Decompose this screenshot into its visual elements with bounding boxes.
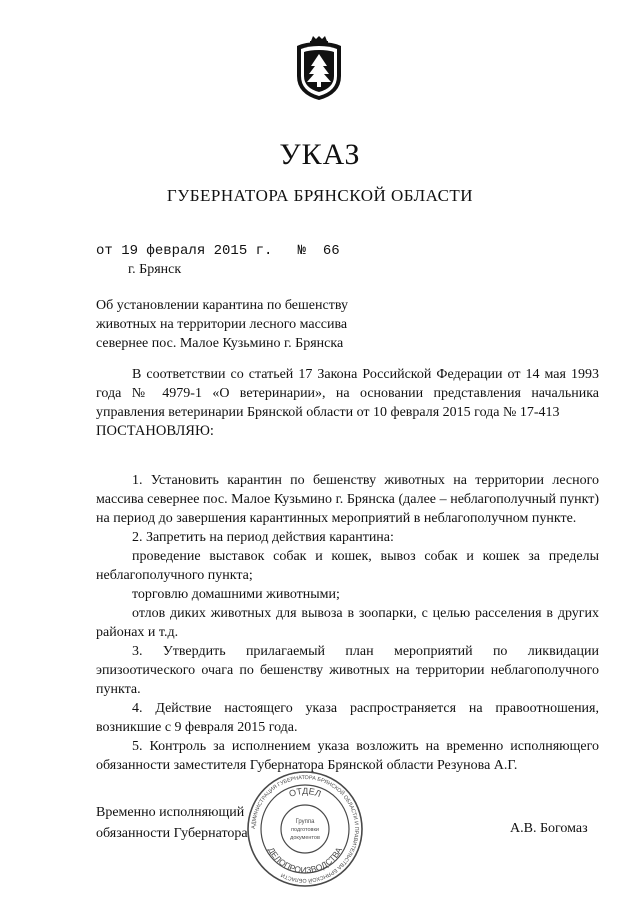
- stamp-center-line: Группа: [295, 819, 315, 825]
- preamble-paragraph: В соответствии со статьей 17 Закона Российской Федерации от 14 мая 1993 года № 4979-1 «О ветеринарии», на основании представления начальника управления ветеринарии Брянской области от 10 февраля 2015 года № 17-413: [96, 367, 599, 420]
- document-number: 66: [322, 243, 340, 259]
- decree-item: проведение выставок собак и кошек, вывоз собак и кошек за пределы неблагополучного пункта;: [96, 549, 599, 583]
- document-subtitle: ГУБЕРНАТОРА БРЯНСКОЙ ОБЛАСТИ: [166, 186, 474, 205]
- office-stamp: [246, 770, 364, 888]
- dateline: [96, 243, 340, 259]
- svg-text:ОТДЕЛ: [288, 786, 323, 799]
- preamble-block: [96, 365, 599, 441]
- decree-item: 5. Контроль за исполнением указа возложить на временно исполняющего обязанности заместителя Губернатора Брянской области Резунова А.Г.: [96, 739, 599, 773]
- dateline-prefix: от: [96, 243, 113, 259]
- stamp-center-line: подготовки: [291, 827, 319, 833]
- decree-item: 4. Действие настоящего указа распространяется на правоотношения, возникшие с 9 февраля 2015 года.: [96, 701, 599, 735]
- stamp-department-bottom: ДЕЛОПРОИЗВОДСТВА: [266, 845, 344, 876]
- bryansk-coat-of-arms-icon: [293, 36, 345, 104]
- signatory-position-line: Временно исполняющий: [96, 805, 245, 820]
- decree-word: ПОСТАНОВЛЯЮ:: [96, 423, 214, 439]
- stamp-outer-text: АДМИНИСТРАЦИЯ ГУБЕРНАТОРА БРЯНСКОЙ ОБЛАСТИ И ПРАВИТЕЛЬСТВА БРЯНСКОЙ ОБЛАСТИ: [250, 774, 360, 884]
- document-city: г. Брянск: [128, 262, 182, 277]
- document-title: УКАЗ: [279, 138, 361, 171]
- decree-item: торговлю домашними животными;: [132, 587, 340, 602]
- stamp-center-line: документов: [290, 835, 320, 841]
- signatory-position-line: обязанности Губернатора: [96, 826, 248, 841]
- signatory-position: [96, 802, 248, 844]
- document-date: 19 февраля 2015 г.: [121, 243, 273, 259]
- signatory-name: А.В. Богомаз: [510, 821, 588, 836]
- decree-items: [96, 471, 599, 775]
- decree-item: отлов диких животных для вывоза в зоопарки, с целью расселения в других районах и т.д.: [96, 606, 599, 640]
- decree-item: 3. Утвердить прилагаемый план мероприятий по ликвидации эпизоотического очага по бешенству животных на территории неблагополучного пункта.: [96, 644, 599, 697]
- stamp-department-top: ОТДЕЛ: [287, 785, 323, 799]
- document-subject: Об установлении карантина по бешенству животных на территории лесного массива севернее пос. Малое Кузьмино г. Брянска: [96, 298, 348, 351]
- decree-item: 2. Запретить на период действия карантина:: [132, 530, 394, 545]
- decree-item: 1. Установить карантин по бешенству животных на территории лесного массива севернее пос. Малое Кузьмино г. Брянска (далее – неблагополучный пункт) на период до завершения карантинных мероприятий в неблагополучном пункте.: [96, 473, 599, 526]
- number-sign: №: [297, 243, 307, 259]
